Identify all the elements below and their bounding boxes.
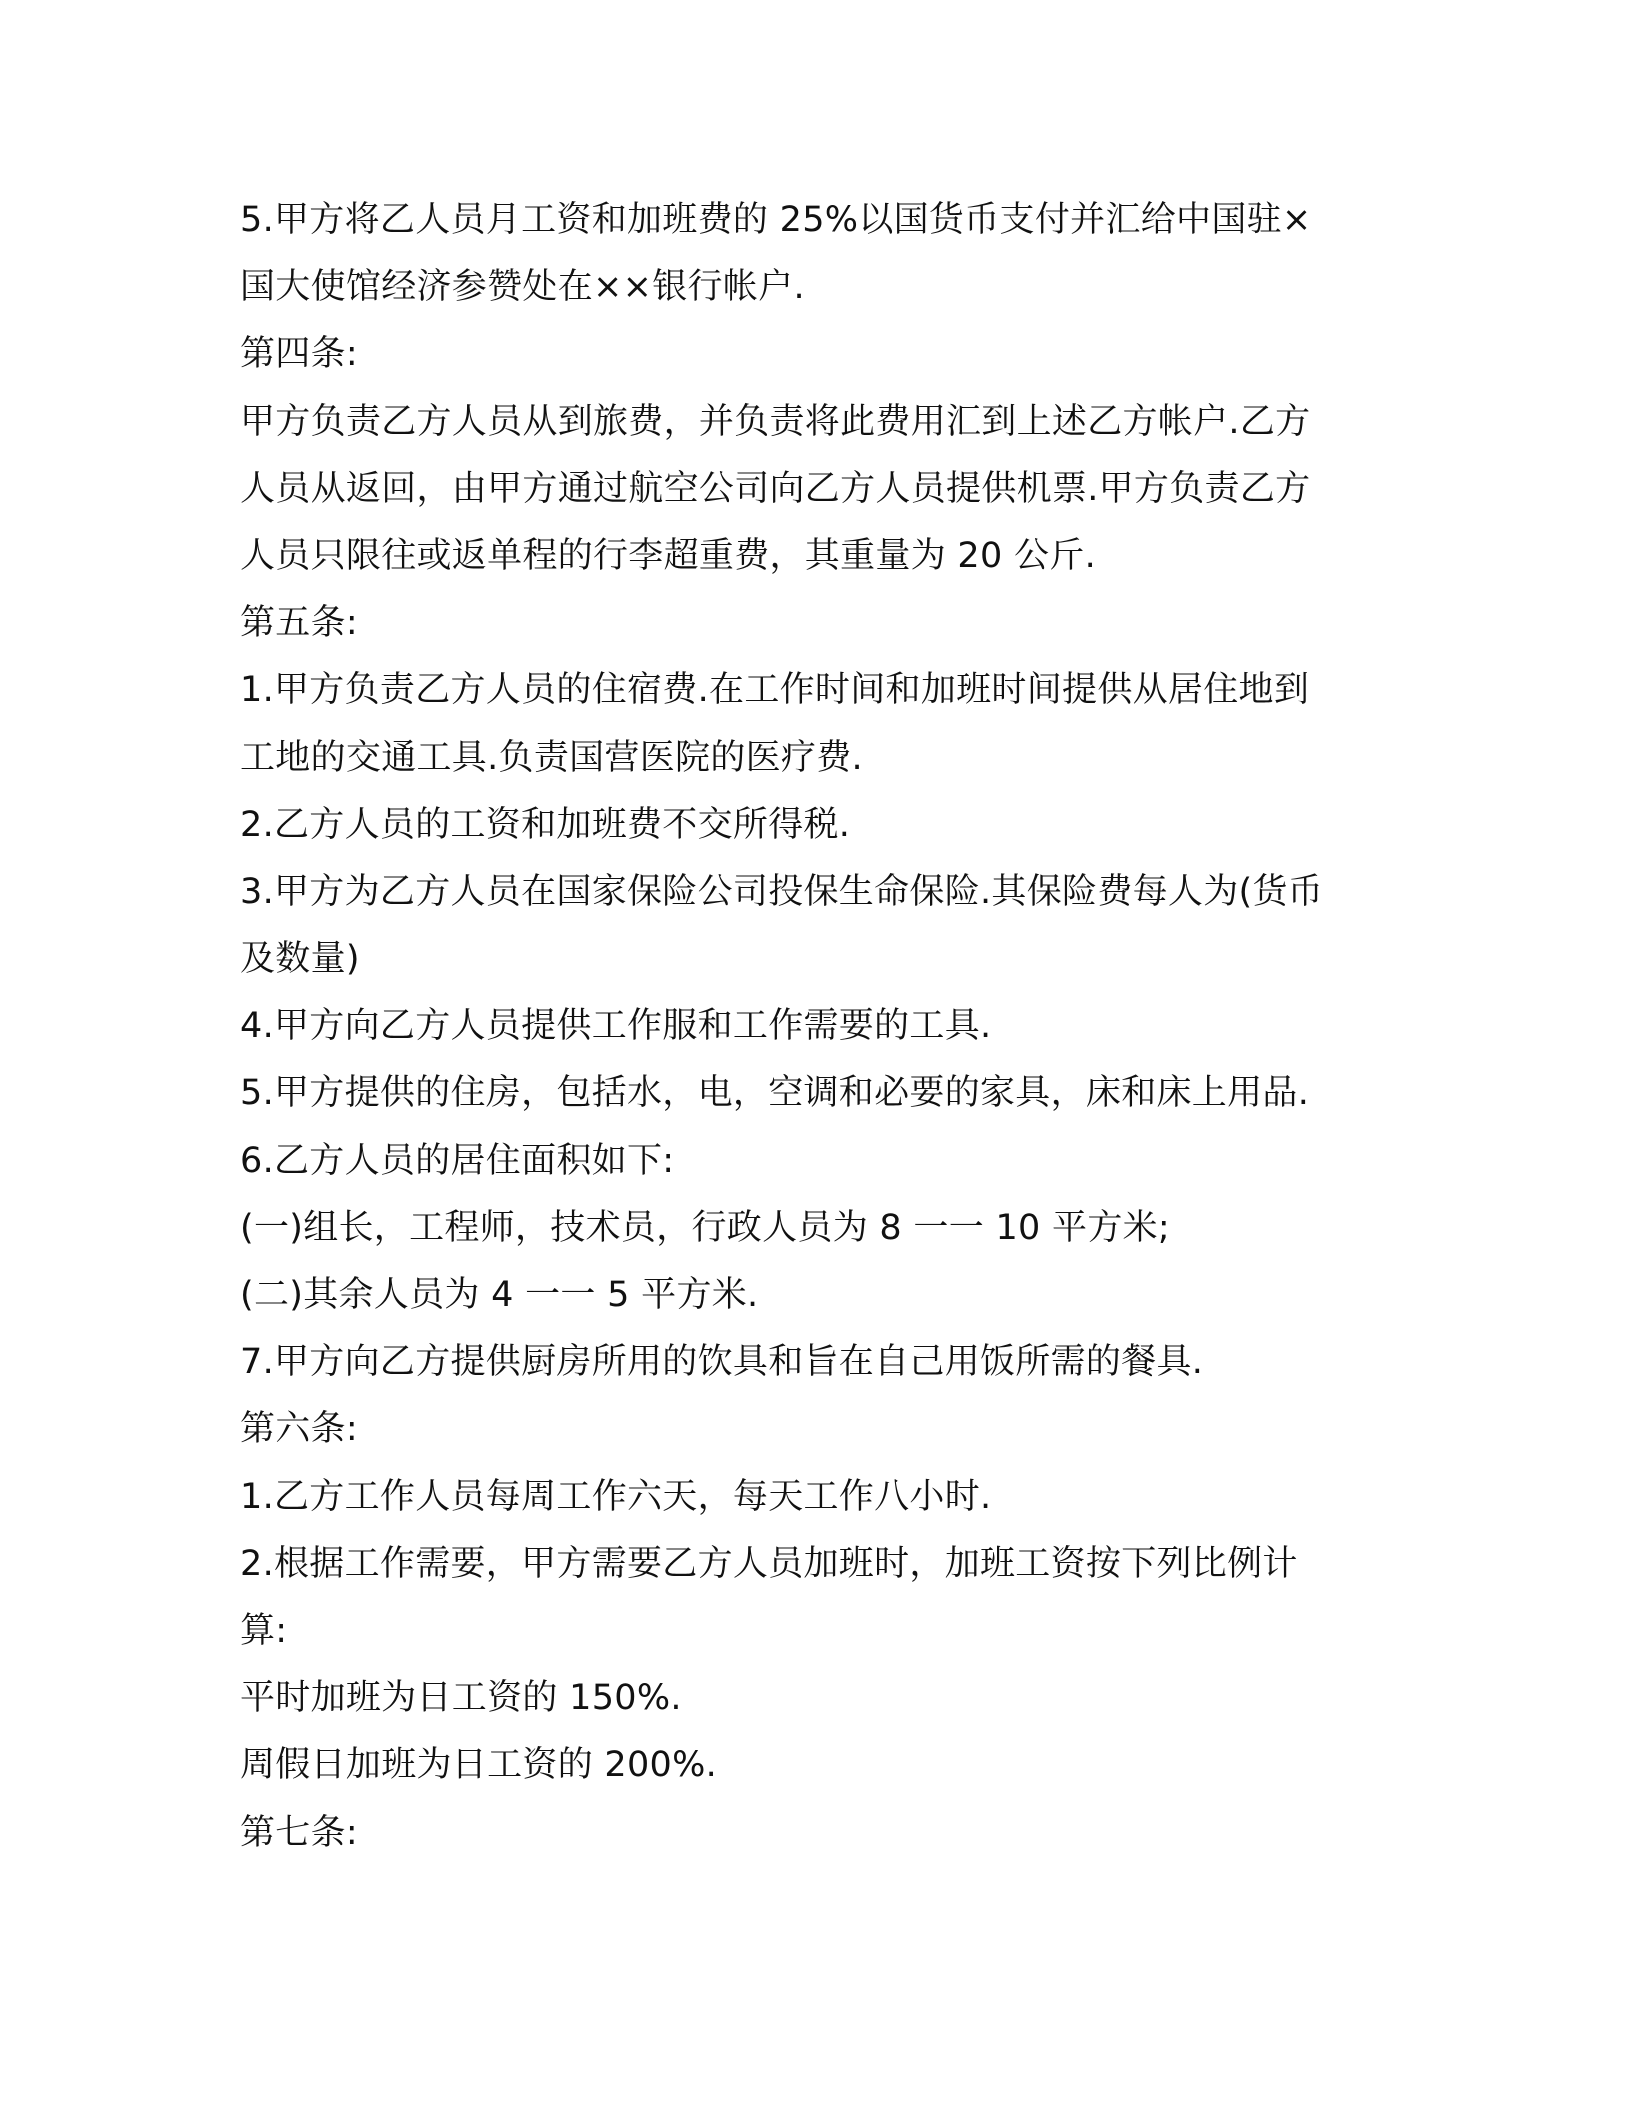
paragraph-line: 人员从返回，由甲方通过航空公司向乙方人员提供机票.甲方负责乙方 xyxy=(240,468,1311,509)
paragraph-line: 工地的交通工具.负责国营医院的医疗费. xyxy=(240,737,863,778)
paragraph-line: 甲方负责乙方人员从到旅费，并负责将此费用汇到上述乙方帐户.乙方 xyxy=(240,401,1311,442)
paragraph-line: 2.乙方人员的工资和加班费不交所得税. xyxy=(240,804,851,845)
paragraph-line: 4.甲方向乙方人员提供工作服和工作需要的工具. xyxy=(240,1006,992,1047)
paragraph-line: 及数量) xyxy=(240,939,360,980)
paragraph-line: 7.甲方向乙方提供厨房所用的饮具和旨在自己用饭所需的餐具. xyxy=(240,1342,1204,1383)
paragraph-line: 5.甲方提供的住房，包括水，电，空调和必要的家具，床和床上用品. xyxy=(240,1073,1310,1114)
paragraph-line: 6.乙方人员的居住面积如下: xyxy=(240,1140,675,1181)
paragraph-line: 人员只限往或返单程的行李超重费，其重量为 20 公斤. xyxy=(240,535,1097,576)
paragraph-line: (二)其余人员为 4 一一 5 平方米. xyxy=(240,1275,759,1315)
paragraph-line: 国大使馆经济参赞处在××银行帐户. xyxy=(240,267,805,308)
paragraph-line: 平时加班为日工资的 150%. xyxy=(240,1678,682,1719)
article-heading: 第四条: xyxy=(240,334,358,375)
article-heading: 第七条: xyxy=(240,1812,358,1853)
paragraph-line: 5.甲方将乙人员月工资和加班费的 25%以国货币支付并汇给中国驻× xyxy=(240,200,1312,240)
paragraph-line: 1.乙方工作人员每周工作六天，每天工作八小时. xyxy=(240,1476,992,1517)
article-heading: 第六条: xyxy=(240,1409,358,1450)
paragraph-line: (一)组长，工程师，技术员，行政人员为 8 一一 10 平方米; xyxy=(240,1207,1171,1248)
paragraph-line: 1.甲方负责乙方人员的住宿费.在工作时间和加班时间提供从居住地到 xyxy=(240,670,1310,711)
paragraph-line: 3.甲方为乙方人员在国家保险公司投保生命保险.其保险费每人为(货币 xyxy=(240,871,1324,912)
article-heading: 第五条: xyxy=(240,603,358,644)
paragraph-line: 周假日加班为日工资的 200%. xyxy=(240,1745,718,1786)
paragraph-line: 算: xyxy=(240,1610,288,1651)
document-body xyxy=(240,187,1400,1867)
paragraph-line: 2.根据工作需要，甲方需要乙方人员加班时，加班工资按下列比例计 xyxy=(240,1543,1298,1584)
